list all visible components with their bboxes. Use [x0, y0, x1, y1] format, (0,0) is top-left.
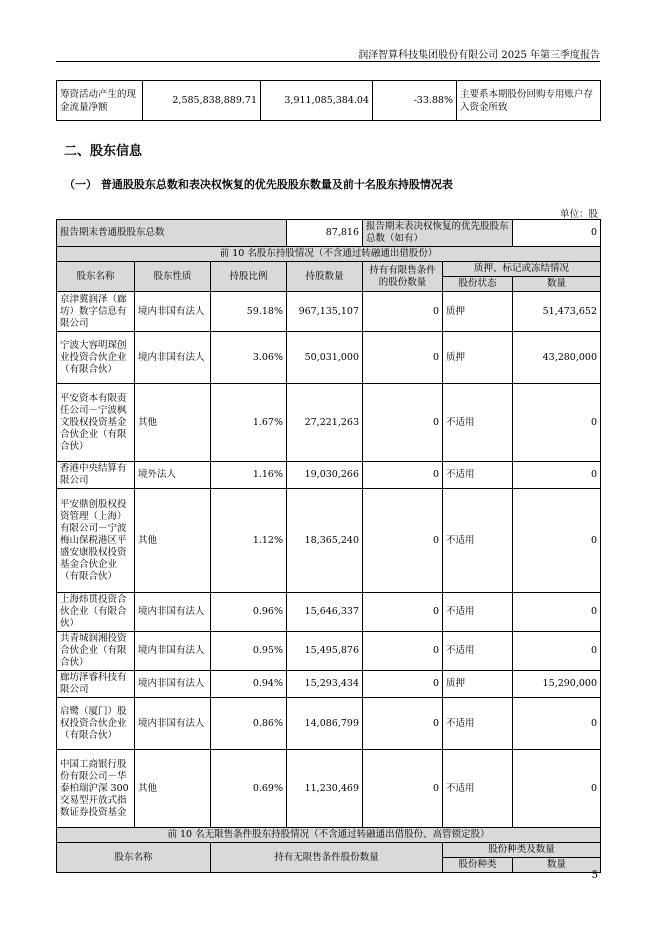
holder-name: 启鹭（厦门）股权投资合伙企业（有限合伙） [57, 698, 135, 750]
holder-restricted: 0 [363, 462, 443, 489]
holder-nature: 境内非国有法人 [135, 671, 211, 698]
cashflow-change: -33.88% [373, 81, 457, 121]
holder-restricted: 0 [363, 384, 443, 462]
cashflow-table [56, 80, 601, 121]
holder-ratio: 0.95% [211, 632, 287, 671]
holder-ratio: 0.94% [211, 671, 287, 698]
holder-restricted: 0 [363, 671, 443, 698]
table-row [57, 81, 601, 121]
holder-qty: 50,031,000 [287, 332, 363, 384]
holder-qty: 19,030,266 [287, 462, 363, 489]
page-number: 5 [591, 870, 598, 881]
holder-pledge: 0 [513, 750, 601, 828]
holder-nature: 境内非国有法人 [135, 593, 211, 632]
col-pledge-status: 股份状态 [443, 277, 513, 292]
holder-pledge: 51,473,652 [513, 292, 601, 332]
unrestricted-header-row [57, 843, 601, 858]
col-nature: 股东性质 [135, 262, 211, 292]
col-pledge-group: 质押、标记或冻结情况 [443, 262, 601, 277]
section-title: 二、股东信息 [64, 144, 143, 159]
holder-ratio: 1.12% [211, 489, 287, 593]
holder-name: 京津冀润泽（廊坊）数字信息有限公司 [57, 292, 135, 332]
holder-pledge: 0 [513, 384, 601, 462]
holder-ratio: 0.86% [211, 698, 287, 750]
table-row [57, 632, 601, 671]
holder-pledge: 0 [513, 462, 601, 489]
holder-qty: 15,646,337 [287, 593, 363, 632]
col-unrestricted-qty: 持有无限售条件股份数量 [211, 843, 443, 873]
table-row [57, 489, 601, 593]
holder-name: 廊坊泽睿科技有限公司 [57, 671, 135, 698]
holder-name: 香港中央结算有限公司 [57, 462, 135, 489]
holder-restricted: 0 [363, 698, 443, 750]
top10-title-row [57, 247, 601, 262]
holder-ratio: 0.96% [211, 593, 287, 632]
col-restricted: 持有有限售条件的股份数量 [363, 262, 443, 292]
table-row [57, 750, 601, 828]
holder-nature: 境内非国有法人 [135, 332, 211, 384]
cashflow-label: 筹资活动产生的现金流量净额 [57, 81, 143, 121]
holder-status: 不适用 [443, 489, 513, 593]
holder-restricted: 0 [363, 332, 443, 384]
col-share-type: 股份种类 [443, 858, 513, 873]
cashflow-reason: 主要系本期股份回购专用账户存入资金所致 [457, 81, 601, 121]
holder-nature: 境内非国有法人 [135, 698, 211, 750]
holder-ratio: 59.18% [211, 292, 287, 332]
holder-restricted: 0 [363, 750, 443, 828]
unit-label: 单位：股 [559, 209, 598, 220]
holder-qty: 11,230,469 [287, 750, 363, 828]
holder-restricted: 0 [363, 292, 443, 332]
holder-status: 不适用 [443, 462, 513, 489]
subsection-title: （一） 普通股股东总数和表决权恢复的优先股股东数量及前十名股东持股情况表 [64, 178, 453, 191]
col-qty: 持股数量 [287, 262, 363, 292]
holder-restricted: 0 [363, 632, 443, 671]
holder-ratio: 1.67% [211, 384, 287, 462]
col-name: 股东名称 [57, 262, 135, 292]
col-pledge-qty: 数量 [513, 277, 601, 292]
col-unrestricted-name: 股东名称 [57, 843, 211, 873]
header-rule [56, 61, 600, 62]
holder-name: 宁波大容明琛创业投资合伙企业（有限合伙） [57, 332, 135, 384]
pref-holders-value: 0 [513, 220, 601, 247]
holder-nature: 其他 [135, 384, 211, 462]
table-row [57, 462, 601, 489]
shareholders-table [56, 219, 601, 873]
unrestricted-title-row [57, 828, 601, 843]
holder-status: 质押 [443, 332, 513, 384]
table-row [57, 292, 601, 332]
holder-pledge: 0 [513, 593, 601, 632]
summary-row [57, 220, 601, 247]
holder-pledge: 0 [513, 632, 601, 671]
holder-pledge: 43,280,000 [513, 332, 601, 384]
table-row [57, 332, 601, 384]
holder-pledge: 0 [513, 698, 601, 750]
holder-qty: 967,135,107 [287, 292, 363, 332]
col-share-count: 数量 [513, 858, 601, 873]
holder-name: 中国工商银行股份有限公司－华泰柏瑞沪深 300 交易型开放式指数证券投资基金 [57, 750, 135, 828]
common-holders-label: 报告期末普通股股东总数 [57, 220, 287, 247]
top10-title: 前 10 名股东持股情况（不含通过转融通出借股份） [57, 247, 601, 262]
holder-status: 不适用 [443, 698, 513, 750]
holder-qty: 14,086,799 [287, 698, 363, 750]
holder-qty: 15,495,876 [287, 632, 363, 671]
table-row [57, 698, 601, 750]
holder-status: 不适用 [443, 750, 513, 828]
cashflow-current: 2,585,838,889.71 [143, 81, 261, 121]
holder-nature: 境外法人 [135, 462, 211, 489]
holder-status: 质押 [443, 671, 513, 698]
holder-status: 不适用 [443, 632, 513, 671]
col-type-group: 股份种类及数量 [443, 843, 601, 858]
holder-status: 质押 [443, 292, 513, 332]
holder-nature: 其他 [135, 489, 211, 593]
holder-name: 上海炜贯投资合伙企业（有限合伙） [57, 593, 135, 632]
holder-status: 不适用 [443, 384, 513, 462]
holder-restricted: 0 [363, 593, 443, 632]
holder-nature: 境内非国有法人 [135, 292, 211, 332]
holder-pledge: 0 [513, 489, 601, 593]
holder-nature: 境内非国有法人 [135, 632, 211, 671]
holder-status: 不适用 [443, 593, 513, 632]
col-ratio: 持股比例 [211, 262, 287, 292]
holder-name: 平安资本有限责任公司－宁波枫文股权投资基金合伙企业（有限合伙） [57, 384, 135, 462]
holder-ratio: 0.69% [211, 750, 287, 828]
holder-ratio: 1.16% [211, 462, 287, 489]
holder-qty: 18,365,240 [287, 489, 363, 593]
holder-pledge: 15,290,000 [513, 671, 601, 698]
holder-qty: 15,293,434 [287, 671, 363, 698]
page-header: 润泽智算科技集团股份有限公司 2025 年第三季度报告 [358, 50, 600, 61]
holder-nature: 其他 [135, 750, 211, 828]
cashflow-previous: 3,911,085,384.04 [261, 81, 373, 121]
table-row [57, 671, 601, 698]
pref-holders-label: 报告期末表决权恢复的优先股股东总数（如有） [363, 220, 513, 247]
table-row [57, 593, 601, 632]
holder-restricted: 0 [363, 489, 443, 593]
holder-ratio: 3.06% [211, 332, 287, 384]
holder-name: 共青城润湘投资合伙企业（有限合伙） [57, 632, 135, 671]
holder-name: 平安鼎创股权投资管理（上海）有限公司－宁波梅山保税港区平盛安康股权投资基金合伙企业（有限合伙） [57, 489, 135, 593]
holder-qty: 27,221,263 [287, 384, 363, 462]
unrestricted-title: 前 10 名无限售条件股东持股情况（不含通过转融通出借股份、高管锁定股） [57, 828, 601, 843]
common-holders-value: 87,816 [287, 220, 363, 247]
table-row [57, 384, 601, 462]
header-row [57, 262, 601, 277]
